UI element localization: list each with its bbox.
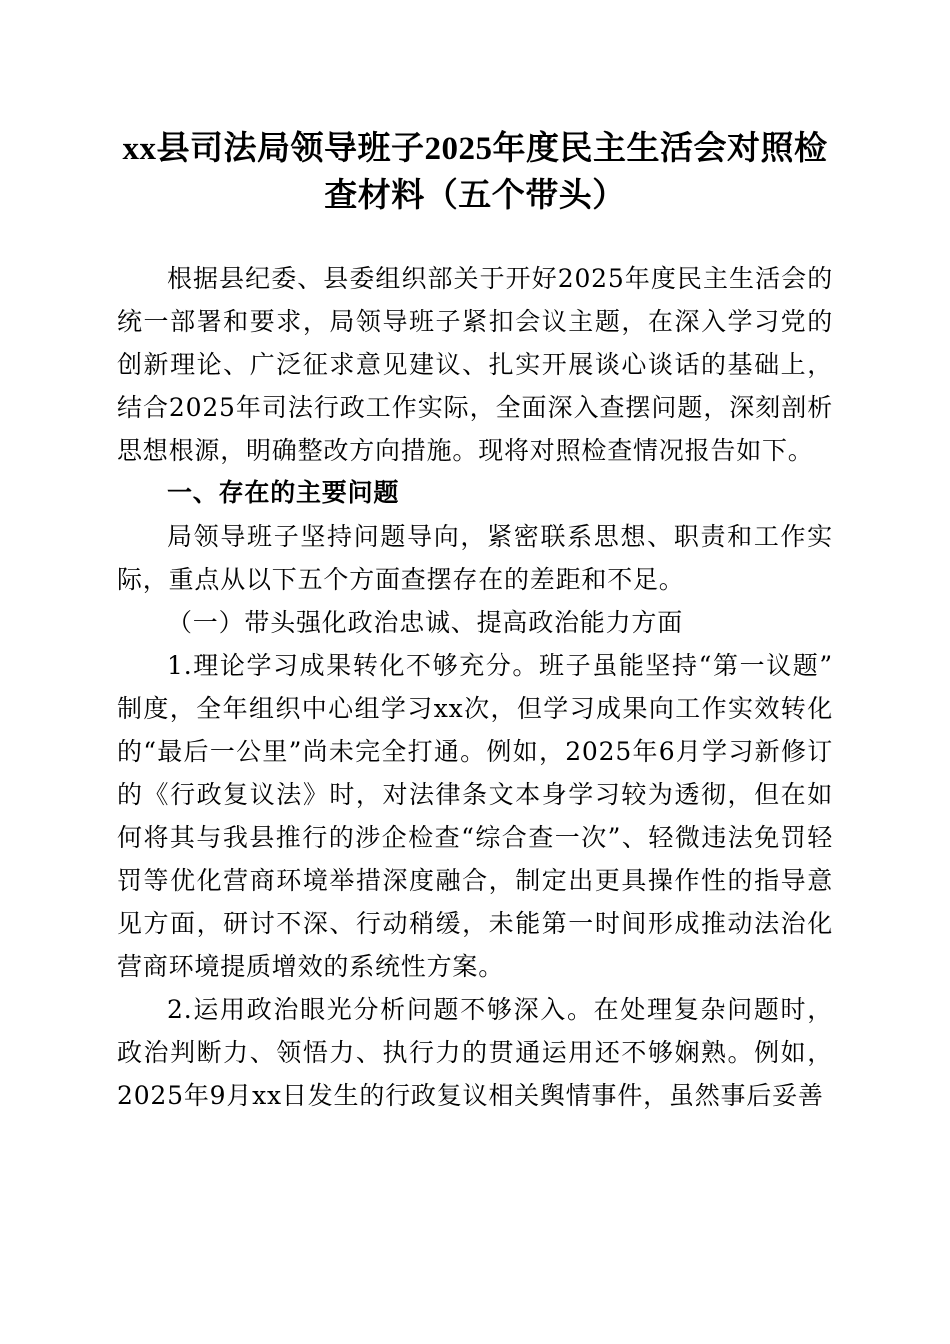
section-heading-1: 一、存在的主要问题 (167, 479, 400, 507)
subsection-heading-1-1: （一）带头强化政治忠诚、提高政治能力方面 (167, 608, 684, 637)
section-1-lead-paragraph: 局领导班子坚持问题导向，紧密联系思想、职责和工作实际，重点从以下五个方面查摆存在的差距和不足。 (117, 522, 833, 594)
problem-item-2: 2.运用政治眼光分析问题不够深入。在处理复杂问题时，政治判断力、领悟力、执行力的贯通运用还不够娴熟。例如，2025年9月xx日发生的行政复议相关舆情事件，虽然事后妥善 (117, 995, 833, 1110)
document-title: xx县司法局领导班子2025年度民主生活会对照检查材料（五个带头） (122, 131, 828, 214)
intro-paragraph: 根据县纪委、县委组织部关于开好2025年度民主生活会的统一部署和要求，局领导班子紧扣会议主题，在深入学习党的创新理论、广泛征求意见建议、扎实开展谈心谈话的基础上，结合2025年司法行政工作实际，全面深入查摆问题，深刻剖析思想根源，明确整改方向措施。现将对照检查情况报告如下。 (117, 264, 833, 465)
problem-item-1: 1.理论学习成果转化不够充分。班子虽能坚持“第一议题”制度，全年组织中心组学习xx次，但学习成果向工作实效转化的“最后一公里”尚未完全打通。例如，2025年6月学习新修订的《行政复议法》时，对法律条文本身学习较为透彻，但在如何将其与我县推行的涉企检查“综合查一次”、轻微违法免罚轻罚等优化营商环境举措深度融合，制定出更具操作性的指导意见方面，研讨不深、行动稍缓，未能第一时间形成推动法治化营商环境提质增效的系统性方案。 (117, 651, 833, 981)
document-content (117, 0, 833, 1117)
